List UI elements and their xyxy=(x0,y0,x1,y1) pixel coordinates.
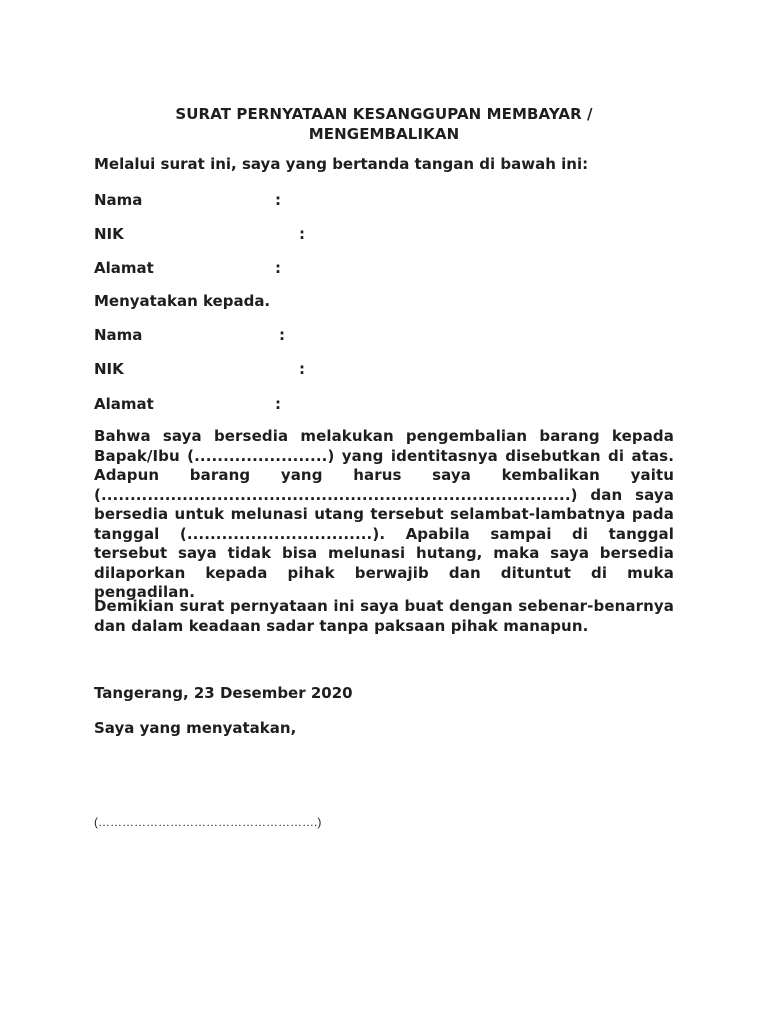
party1-nama-field xyxy=(94,190,281,210)
party1-nama-label: Nama xyxy=(94,191,143,209)
signature-placeholder: (……………………………………………….) xyxy=(94,815,322,829)
party2-alamat-colon: : xyxy=(275,395,281,413)
place-date: Tangerang, 23 Desember 2020 xyxy=(94,684,353,702)
party1-alamat-colon: : xyxy=(275,259,281,277)
to-line: Menyatakan kepada. xyxy=(94,292,271,310)
title-line-2: MENGEMBALIKAN xyxy=(308,125,460,143)
party1-nik-colon: : xyxy=(299,225,305,243)
document-title xyxy=(94,104,674,144)
party1-nama-colon: : xyxy=(275,191,281,209)
intro-text: Melalui surat ini, saya yang bertanda tangan di bawah ini: xyxy=(94,155,589,173)
party1-nik-field xyxy=(94,224,305,244)
party1-nik-label: NIK xyxy=(94,225,124,243)
party2-nik-label: NIK xyxy=(94,360,124,378)
party1-alamat-label: Alamat xyxy=(94,259,154,277)
party2-nama-colon: : xyxy=(279,326,285,344)
title-line-1: SURAT PERNYATAAN KESANGGUPAN MEMBAYAR / xyxy=(175,105,593,123)
signatory-label: Saya yang menyatakan, xyxy=(94,719,297,737)
party2-nama-label: Nama xyxy=(94,326,143,344)
party2-nik-field xyxy=(94,359,305,379)
body-paragraph: Bahwa saya bersedia melakukan pengembalian barang kepada Bapak/Ibu (.......................) yang identitasnya disebutkan di atas. Adapun barang yang harus saya kembalikan yaitu (.................................................................................) dan saya bersedia untuk melunasi utang tersebut selambat-lambatnya pada tanggal (................................). Apabila sampai di tanggal tersebut saya tidak bisa melunasi hutang, maka saya bersedia dilaporkan kepada pihak berwajib dan dituntut di muka pengadilan. xyxy=(94,427,674,601)
party2-alamat-label: Alamat xyxy=(94,395,154,413)
party1-alamat-field xyxy=(94,258,281,278)
party2-nik-colon: : xyxy=(299,360,305,378)
party2-alamat-field xyxy=(94,394,281,414)
party2-nama-field xyxy=(94,325,285,345)
closing-paragraph: Demikian surat pernyataan ini saya buat dengan sebenar-benarnya dan dalam keadaan sadar tanpa paksaan pihak manapun. xyxy=(94,597,674,635)
